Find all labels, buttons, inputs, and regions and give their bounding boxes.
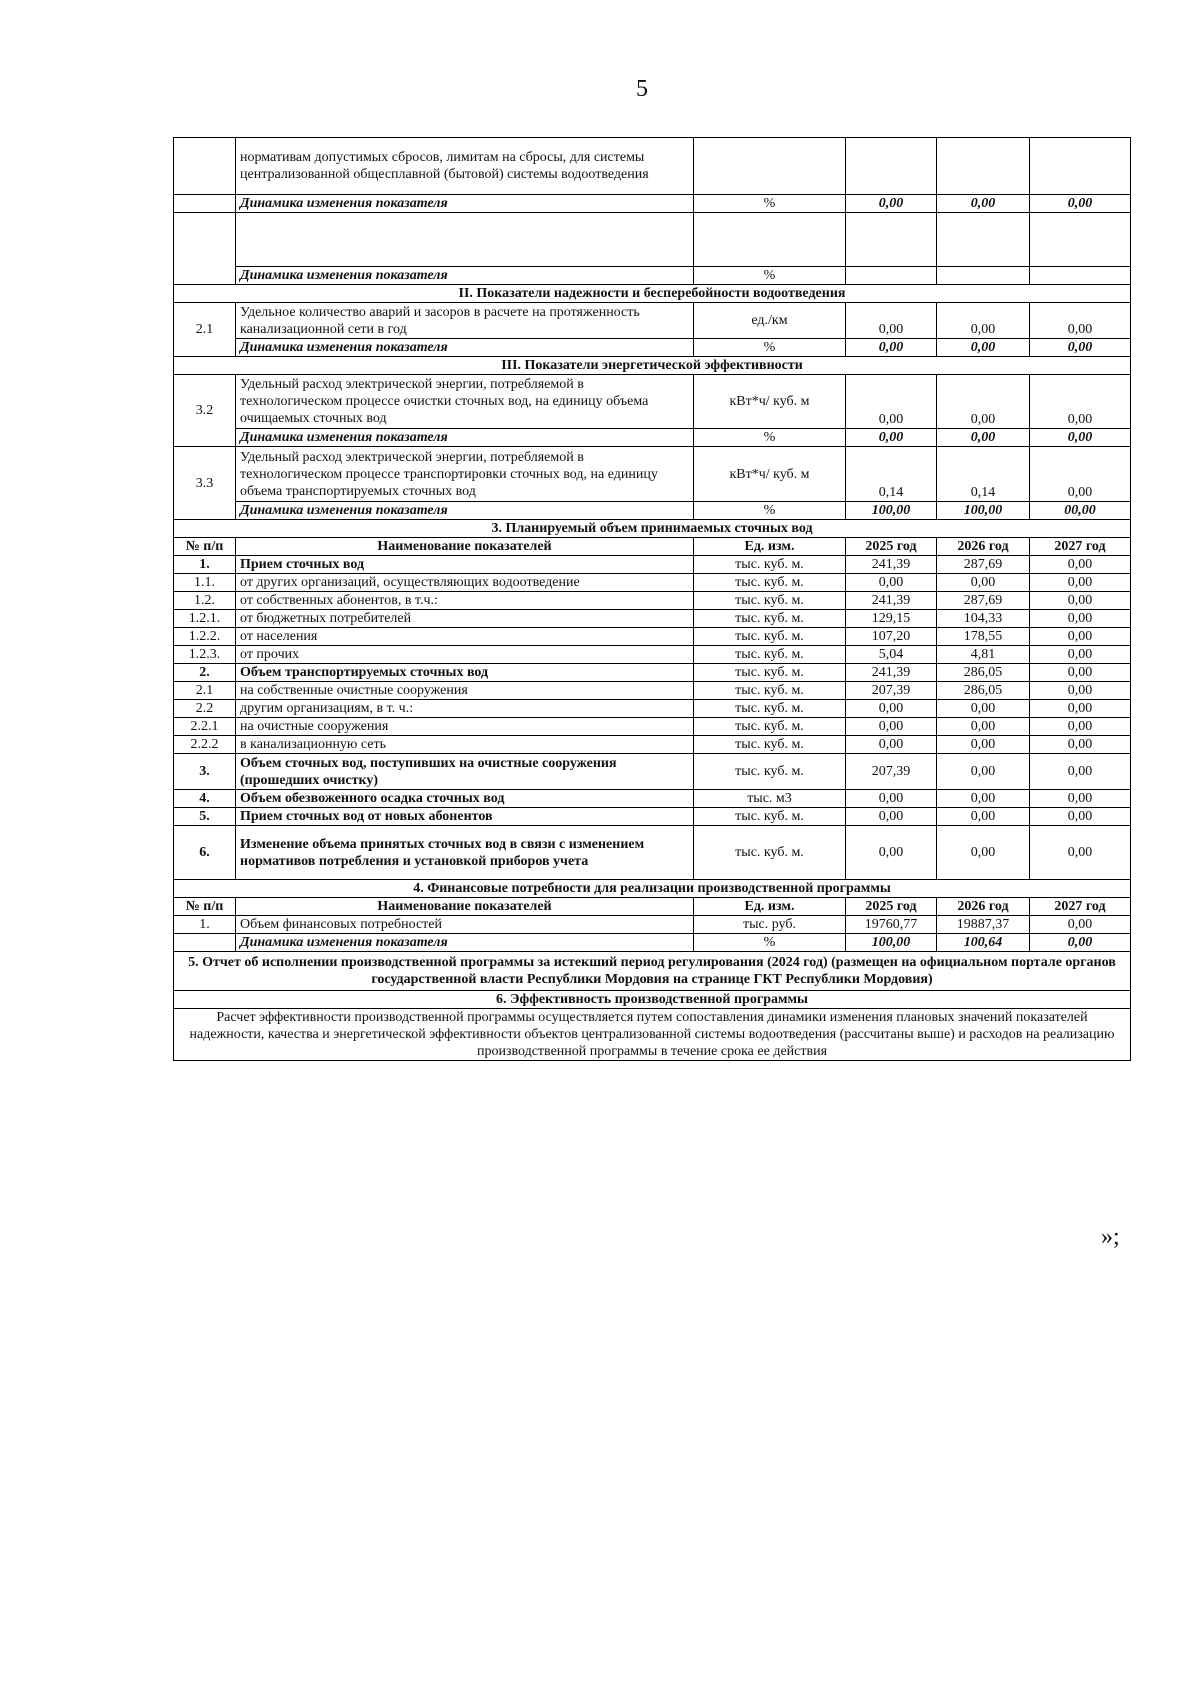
- table-header: № п/п Наименование показателей Ед. изм. 2025 год 2026 год 2027 год: [174, 898, 1131, 916]
- closing-quote-mark: »;: [1101, 1224, 1120, 1250]
- section-heading: II. Показатели надежности и бесперебойности водоотведения: [174, 285, 1131, 303]
- section-heading: 3. Планируемый объем принимаемых сточных вод: [174, 520, 1131, 538]
- row-number: 3.3: [174, 447, 236, 520]
- table-row: 2.2 другим организациям, в т. ч.: тыс. куб. м. 0,00 0,00 0,00: [174, 700, 1131, 718]
- table-row: 4. Объем обезвоженного осадка сточных вод тыс. м3 0,00 0,00 0,00: [174, 790, 1131, 808]
- table-row: [174, 213, 1131, 267]
- dynamics-label: Динамика изменения показателя: [236, 195, 694, 213]
- table-row: 2.1 на собственные очистные сооружения тыс. куб. м. 207,39 286,05 0,00: [174, 682, 1131, 700]
- table-row: 1.2.2. от населения тыс. куб. м. 107,20 178,55 0,00: [174, 628, 1131, 646]
- row-number: 3.2: [174, 375, 236, 447]
- table-row: 1.2.1. от бюджетных потребителей тыс. куб. м. 129,15 104,33 0,00: [174, 610, 1131, 628]
- table-row: 5. Прием сточных вод от новых абонентов тыс. куб. м. 0,00 0,00 0,00: [174, 808, 1131, 826]
- table-row: 1. Объем финансовых потребностей тыс. руб. 19760,77 19887,37 0,00: [174, 916, 1131, 934]
- dynamics-row: Динамика изменения показателя %: [174, 267, 1131, 285]
- dynamics-label: Динамика изменения показателя: [236, 934, 694, 952]
- dynamics-row: Динамика изменения показателя % 100,00 100,64 0,00: [174, 934, 1131, 952]
- table-row: 3.3 Удельный расход электрической энергии, потребляемой в технологическом процессе транспортировки сточных вод, на единицу объема транспортируемых сточных вод кВт*ч/ куб. м 0,14 0,14 0,00: [174, 447, 1131, 502]
- effectiveness-text-row: [174, 1009, 1131, 1061]
- dynamics-row: Динамика изменения показателя % 0,00 0,00 0,00: [174, 195, 1131, 213]
- indicator-name: нормативам допустимых сбросов, лимитам на сбросы, для системы централизованной общесплавной (бытовой) системы водоотведения: [236, 138, 694, 195]
- table-row: 2.1 Удельное количество аварий и засоров в расчете на протяженность канализационной сети в год ед./км 0,00 0,00 0,00: [174, 303, 1131, 339]
- dynamics-label: Динамика изменения показателя: [236, 429, 694, 447]
- table-row: 6. Изменение объема принятых сточных вод в связи с изменением нормативов потребления и установкой приборов учета тыс. куб. м. 0,00 0,00 0,00: [174, 826, 1131, 880]
- dynamics-row: Динамика изменения показателя % 0,00 0,00 0,00: [174, 339, 1131, 357]
- indicator-name: [236, 213, 694, 267]
- indicator-name: Удельный расход электрической энергии, потребляемой в технологическом процессе транспортировки сточных вод, на единицу объема транспортируемых сточных вод: [236, 447, 694, 502]
- section-heading: III. Показатели энергетической эффективности: [174, 357, 1131, 375]
- dynamics-label: Динамика изменения показателя: [236, 502, 694, 520]
- table-row: 1. Прием сточных вод тыс. куб. м. 241,39 287,69 0,00: [174, 556, 1131, 574]
- section-heading: 5. Отчет об исполнении производственной программы за истекший период регулирования (2024 год) (размещен на официальном портале органов государственной власти Республики Мордовия на странице ГКТ Республики Мордовия): [174, 952, 1131, 991]
- table-row: 3. Объем сточных вод, поступивших на очистные сооружения (прошедших очистку) тыс. куб. м. 207,39 0,00 0,00: [174, 754, 1131, 790]
- table-row: 2.2.2 в канализационную сеть тыс. куб. м. 0,00 0,00 0,00: [174, 736, 1131, 754]
- indicator-name: Удельный расход электрической энергии, потребляемой в технологическом процессе очистки сточных вод, на единицу объема очищаемых сточных вод: [236, 375, 694, 429]
- program-table: [173, 137, 1131, 1061]
- table-row: [174, 138, 1131, 195]
- table-row: 1.1. от других организаций, осуществляющих водоотведение тыс. куб. м. 0,00 0,00 0,00: [174, 574, 1131, 592]
- table-row: 2.2.1 на очистные сооружения тыс. куб. м. 0,00 0,00 0,00: [174, 718, 1131, 736]
- page-number: 5: [636, 76, 648, 102]
- dynamics-label: Динамика изменения показателя: [236, 339, 694, 357]
- dynamics-row: Динамика изменения показателя % 0,00 0,00 0,00: [174, 429, 1131, 447]
- unit-cell: %: [694, 195, 846, 213]
- section-heading: 6. Эффективность производственной программы: [174, 991, 1131, 1009]
- dynamics-row: Динамика изменения показателя % 100,00 100,00 00,00: [174, 502, 1131, 520]
- indicator-name: Удельное количество аварий и засоров в расчете на протяженность канализационной сети в год: [236, 303, 694, 339]
- row-number: [174, 213, 236, 285]
- table-header: № п/п Наименование показателей Ед. изм. 2025 год 2026 год 2027 год: [174, 538, 1131, 556]
- table-row: 2. Объем транспортируемых сточных вод тыс. куб. м. 241,39 286,05 0,00: [174, 664, 1131, 682]
- dynamics-label: Динамика изменения показателя: [236, 267, 694, 285]
- table-row: 1.2.3. от прочих тыс. куб. м. 5,04 4,81 0,00: [174, 646, 1131, 664]
- section-heading: 4. Финансовые потребности для реализации производственной программы: [174, 880, 1131, 898]
- row-number: 2.1: [174, 303, 236, 357]
- table-row: 1.2. от собственных абонентов, в т.ч.: тыс. куб. м. 241,39 287,69 0,00: [174, 592, 1131, 610]
- effectiveness-text: Расчет эффективности производственной программы осуществляется путем сопоставления динамики изменения плановых значений показателей надежности, качества и энергетической эффективности объектов централизованной системы водоотведения (рассчитаны выше) и расходов на реализацию производственной программы в течение срока ее действия: [174, 1009, 1131, 1061]
- table-row: 3.2 Удельный расход электрической энергии, потребляемой в технологическом процессе очистки сточных вод, на единицу объема очищаемых сточных вод кВт*ч/ куб. м 0,00 0,00 0,00: [174, 375, 1131, 429]
